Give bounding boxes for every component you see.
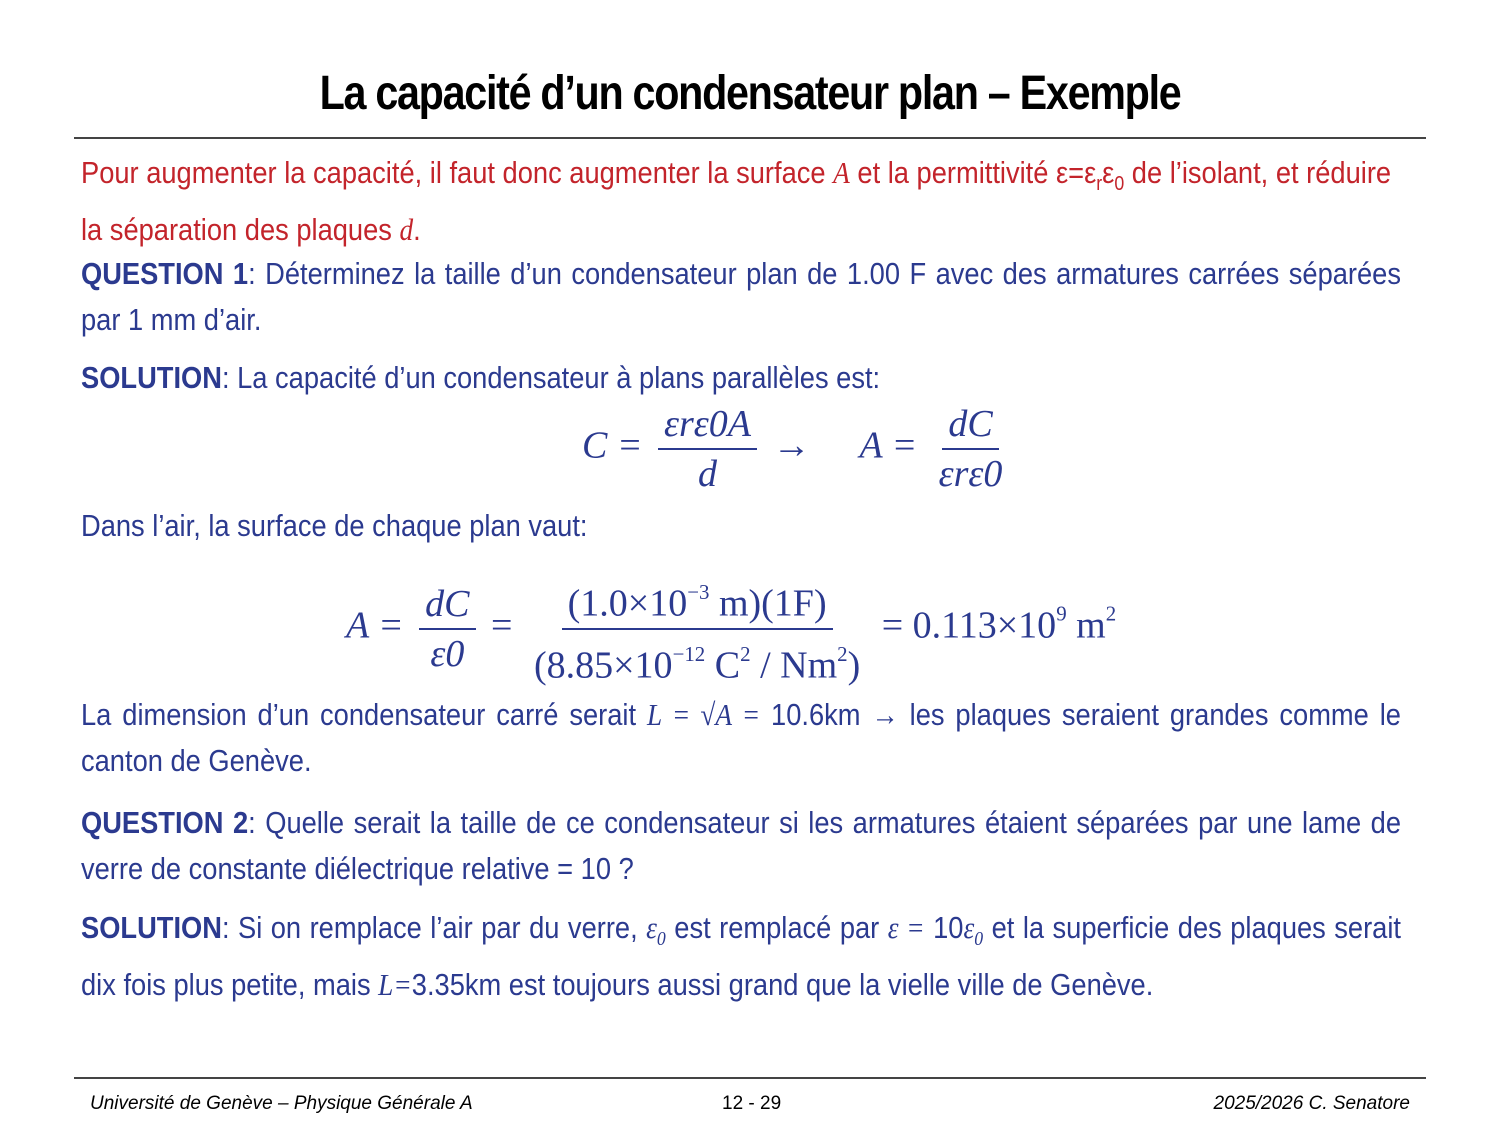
question-1 (81, 251, 1401, 343)
air-text: Dans l’air, la surface de chaque plan vaut: (81, 508, 588, 543)
eq2-num2-b: m)(1F) (709, 582, 827, 625)
dimension-paragraph (81, 692, 1401, 784)
sub0b: 0 (974, 928, 984, 951)
eq2-fraction2 (528, 570, 866, 687)
intro-end: . (413, 212, 421, 248)
solution-2-text-2: est remplacé par (665, 910, 888, 945)
eq2-den2-exp: −12 (672, 641, 706, 666)
eq2-equals: = (491, 604, 513, 647)
eq2-result: = 0.113×10 (881, 604, 1057, 647)
eq1-fraction2 (933, 402, 1009, 496)
arrow-icon: → (772, 424, 811, 467)
eq2-num2-exp: −3 (687, 580, 710, 604)
sub-0: 0 (1114, 173, 1125, 196)
solution-2-text-5: 3.35km est toujours aussi grand que la vielle ville de Genève. (411, 967, 1154, 1003)
footer-right: 2025/2026 C. Senatore (1213, 1093, 1410, 1114)
eq2-den2-exp2: 2 (740, 641, 751, 666)
eq1-fraction (658, 402, 757, 496)
eq1-den2: εrε0 (938, 453, 1003, 495)
intro-text-2: et la permittivité ε=ε (849, 155, 1097, 190)
eps0b: ε (963, 910, 975, 945)
eq1-num2: dC (942, 402, 998, 450)
dimension-math: L = √A = (646, 697, 761, 732)
eq2-fraction1 (419, 582, 475, 676)
var-d: d (399, 212, 414, 248)
sub-r: r (1096, 173, 1103, 196)
title-divider (74, 137, 1426, 139)
footer-divider (74, 1077, 1426, 1079)
equation-area (346, 570, 1116, 687)
eq2-den2-d: ) (847, 644, 861, 687)
eq2-den2-c: / Nm (750, 644, 838, 687)
slide-title: La capacité d’un condensateur plan – Exemple (319, 67, 1181, 120)
solution-2-text-1: : Si on remplace l’air par du verre, (221, 910, 647, 945)
eq2-num1: dC (419, 582, 475, 630)
intro-text-3: de l’isolant, et réduire la séparation des plaques (81, 155, 1392, 248)
solution-2-text-4: et la superficie des plaques serait dix fois plus petite, mais (81, 910, 1401, 1003)
eq2-den2-exp3: 2 (837, 641, 848, 666)
eq2-den2 (528, 630, 866, 688)
page-number: 12 - 29 (722, 1093, 782, 1114)
eq2-result-exp2: 2 (1105, 601, 1117, 626)
eq2-result-exp: 9 (1056, 601, 1067, 626)
eq1-lhs: C = (582, 424, 643, 467)
question-2-label: QUESTION 2 (81, 805, 249, 840)
eq2-result-unit: m (1066, 604, 1106, 647)
equation-capacitance (582, 402, 1014, 496)
eq2-num2 (562, 570, 833, 630)
eps-eq: ε = (887, 910, 925, 945)
dimension-text-1: La dimension d’un condensateur carré serait (81, 697, 647, 732)
solution-2 (81, 905, 1401, 1008)
question-1-text: : Déterminez la taille d’un condensateur plan de 1.00 F avec des armatures carrées séparées par 1 mm d’air. (81, 256, 1401, 337)
eq1-den: d (697, 453, 717, 495)
solution-2-label: SOLUTION (81, 910, 222, 945)
eps: ε (1102, 155, 1115, 190)
footer-left: Université de Genève – Physique Générale A (90, 1093, 473, 1114)
solution-2-text-3: 10 (924, 910, 964, 945)
eq2-den2-a: (8.85×10 (533, 644, 673, 687)
var-a: A (833, 155, 850, 190)
intro-paragraph (81, 150, 1401, 253)
solution-1 (81, 355, 1401, 401)
question-2 (81, 800, 1401, 892)
eq2-den2-b: C (705, 644, 741, 687)
sub0: 0 (656, 928, 666, 951)
var-l: L= (378, 967, 412, 1003)
eq1-lhs2: A = (859, 424, 918, 467)
eps0: ε (646, 910, 657, 945)
dimension-text-2: 10.6km → les plaques seraient grandes comme le canton de Genève. (81, 697, 1401, 778)
eq2-den1: ε0 (430, 632, 465, 675)
intro-text-1: Pour augmenter la capacité, il faut donc augmenter la surface (81, 155, 834, 190)
solution-1-text: : La capacité d’un condensateur à plans parallèles est: (221, 360, 881, 395)
question-2-text: : Quelle serait la taille de ce condensateur si les armatures étaient séparées par une lame de verre de constante diélectrique relative = 10 ? (81, 805, 1401, 886)
eq1-num: εrε0A (658, 402, 757, 450)
solution-1-label: SOLUTION (81, 360, 222, 395)
eq2-lhs: A = (346, 604, 404, 647)
eq2-num2-a: (1.0×10 (567, 582, 688, 625)
question-1-label: QUESTION 1 (81, 256, 249, 291)
